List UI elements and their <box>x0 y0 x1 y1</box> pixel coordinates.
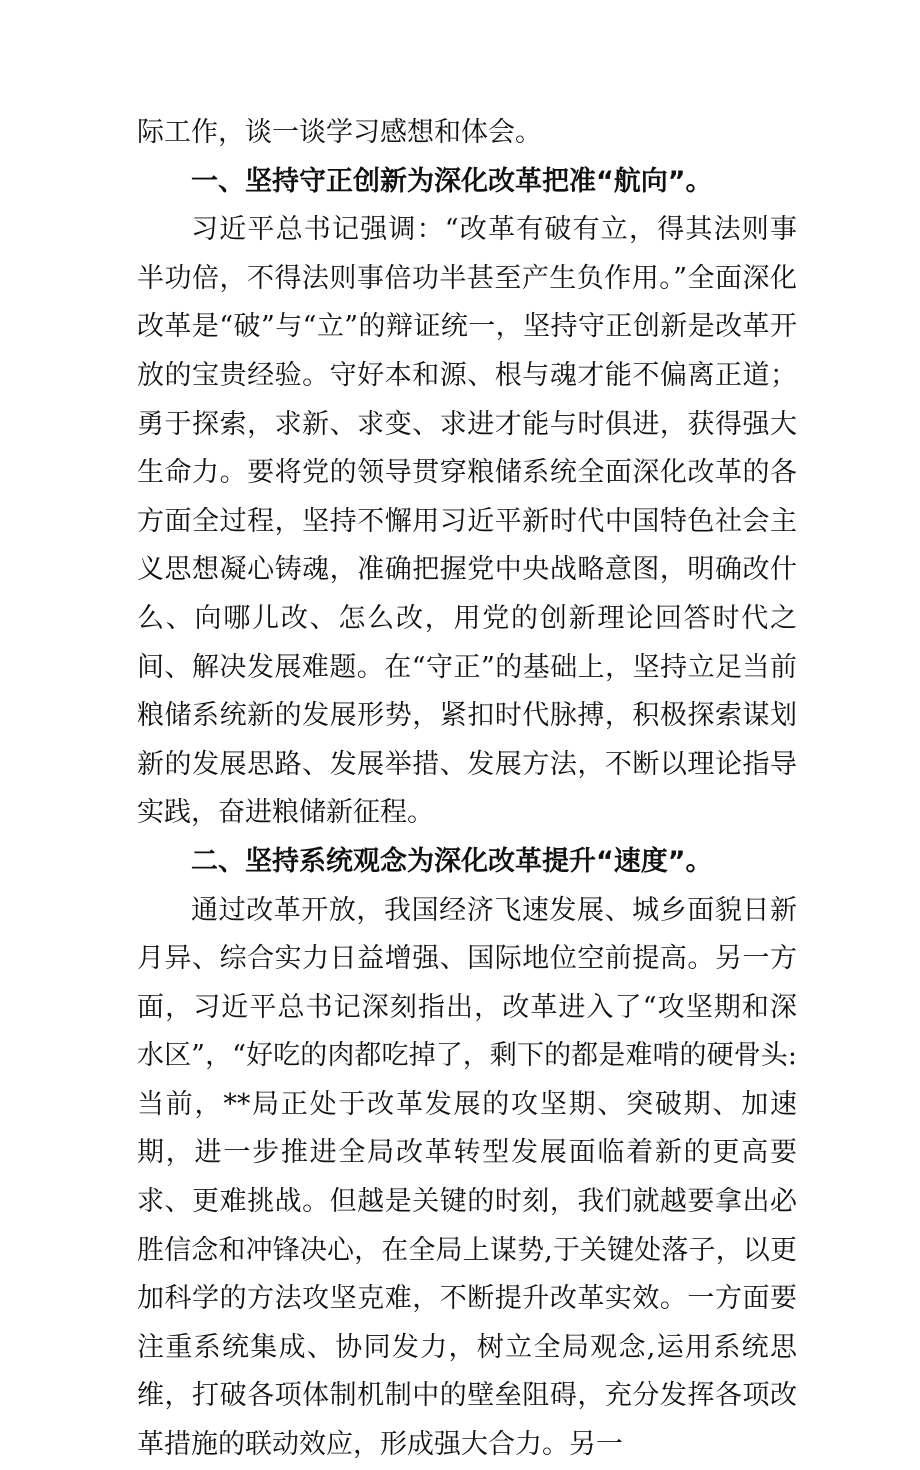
document-body <box>137 109 797 1470</box>
section-2-paragraph: 通过改革开放，我国经济飞速发展、城乡面貌日新月异、综合实力日益增强、国际地位空前提高。另一方面，习近平总书记深刻指出，改革进入了“攻坚期和深水区”，“好吃的肉都吃掉了，剩下的都是难啃的硬骨头:当前，**局正处于改革发展的攻坚期、突破期、加速期，进一步推进全局改革转型发展面临着新的更高要求、更难挑战。但越是关键的时刻，我们就越要拿出必胜信念和冲锋决心，在全局上谋势,于关键处落子，以更加科学的方法攻坚克难，不断提升改革实效。一方面要注重系统集成、协同发力，树立全局观念,运用系统思维，打破各项体制机制中的壁垒阻碍，充分发挥各项改革措施的联动效应，形成强大合力。另一 <box>137 894 797 1461</box>
section-1-heading: 一、坚持守正创新为深化改革把准“航向”。 <box>191 165 713 197</box>
section-2-heading: 二、坚持系统观念为深化改革提升“速度”。 <box>191 845 713 877</box>
section-1-paragraph: 习近平总书记强调：“改革有破有立，得其法则事半功倍，不得法则事倍功半甚至产生负作用。”全面深化改革是“破”与“立”的辩证统一，坚持守正创新是改革开放的宝贵经验。守好本和源、根与魂才能不偏离正道；勇于探索，求新、求变、求进才能与时俱进，获得强大生命力。要将党的领导贯穿粮储系统全面深化改革的各方面全过程，坚持不懈用习近平新时代中国特色社会主义思想凝心铸魂，准确把握党中央战略意图，明确改什么、向哪儿改、怎么改，用党的创新理论回答时代之间、解决发展难题。在“守正”的基础上，坚持立足当前粮储系统新的发展形势，紧扣时代脉搏，积极探索谋划新的发展思路、发展举措、发展方法，不断以理论指导实践，奋进粮储新征程。 <box>137 214 797 829</box>
intro-line: 际工作，谈一谈学习感想和体会。 <box>137 117 542 148</box>
